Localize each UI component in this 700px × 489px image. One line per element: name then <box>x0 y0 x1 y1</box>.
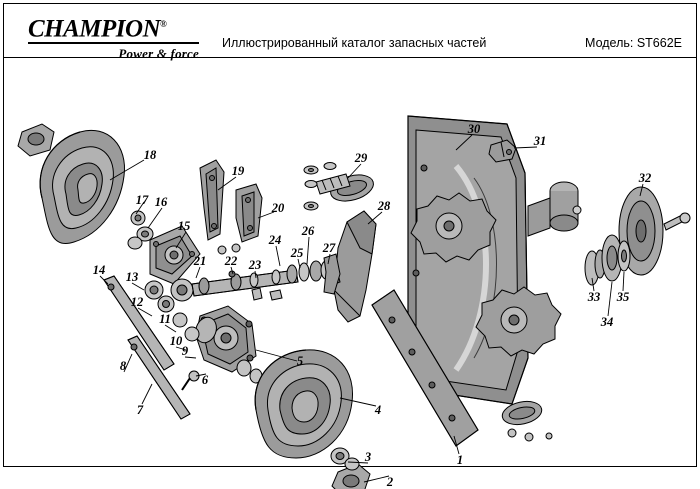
callout-21: 21 <box>193 254 207 268</box>
callout-22: 22 <box>224 254 238 268</box>
callout-5: 5 <box>296 354 304 368</box>
part-bracket-19 <box>200 160 224 240</box>
logo-wordmark-text: CHAMPION <box>28 15 161 43</box>
callout-33: 33 <box>587 290 601 304</box>
logo-wordmark <box>28 12 208 41</box>
callout-2: 2 <box>386 475 394 489</box>
exploded-diagram <box>4 58 696 489</box>
part-grip-lower-right <box>500 398 552 441</box>
callout-34: 34 <box>600 315 614 329</box>
part-chute-collar <box>528 182 581 236</box>
part-auger-upper-left <box>18 124 125 244</box>
callout-32: 32 <box>638 171 652 185</box>
callout-18: 18 <box>143 148 157 162</box>
callout-30: 30 <box>467 122 481 136</box>
callout-16: 16 <box>154 195 168 209</box>
callout-23: 23 <box>248 258 262 272</box>
callout-14: 14 <box>92 263 106 277</box>
callout-11: 11 <box>159 312 171 326</box>
callout-19: 19 <box>231 164 245 178</box>
callout-29: 29 <box>354 151 368 165</box>
callout-25: 25 <box>290 246 304 260</box>
logo-tagline: Power & force <box>118 46 199 62</box>
callout-15: 15 <box>177 219 191 233</box>
part-bearing-stack <box>585 235 630 285</box>
page-header <box>4 4 696 62</box>
callout-6: 6 <box>201 373 209 387</box>
page-title: Иллюстрированный каталог запасных частей <box>222 36 487 50</box>
callout-10: 10 <box>169 334 183 348</box>
logo-registered-mark: ® <box>160 19 167 29</box>
callout-12: 12 <box>130 295 144 309</box>
callout-20: 20 <box>271 201 285 215</box>
part-bracket-20 <box>236 184 262 242</box>
part-fastener-6 <box>182 371 199 390</box>
logo-divider <box>28 42 199 44</box>
callout-3: 3 <box>364 450 372 464</box>
part-washers-3 <box>331 448 359 470</box>
callout-13: 13 <box>125 270 139 284</box>
callout-35: 35 <box>616 290 630 304</box>
callout-1: 1 <box>456 453 464 467</box>
callout-4: 4 <box>374 403 382 417</box>
diagram-svg <box>4 58 696 467</box>
callout-8: 8 <box>119 359 127 373</box>
brand-logo <box>28 12 208 62</box>
callout-9: 9 <box>181 344 189 358</box>
callout-17: 17 <box>135 193 149 207</box>
model-label: Модель: ST662E <box>585 36 682 50</box>
callout-26: 26 <box>301 224 315 238</box>
callout-27: 27 <box>322 241 336 255</box>
callout-24: 24 <box>268 233 282 247</box>
callout-31: 31 <box>533 134 547 148</box>
callout-28: 28 <box>377 199 391 213</box>
callout-7: 7 <box>136 403 144 417</box>
